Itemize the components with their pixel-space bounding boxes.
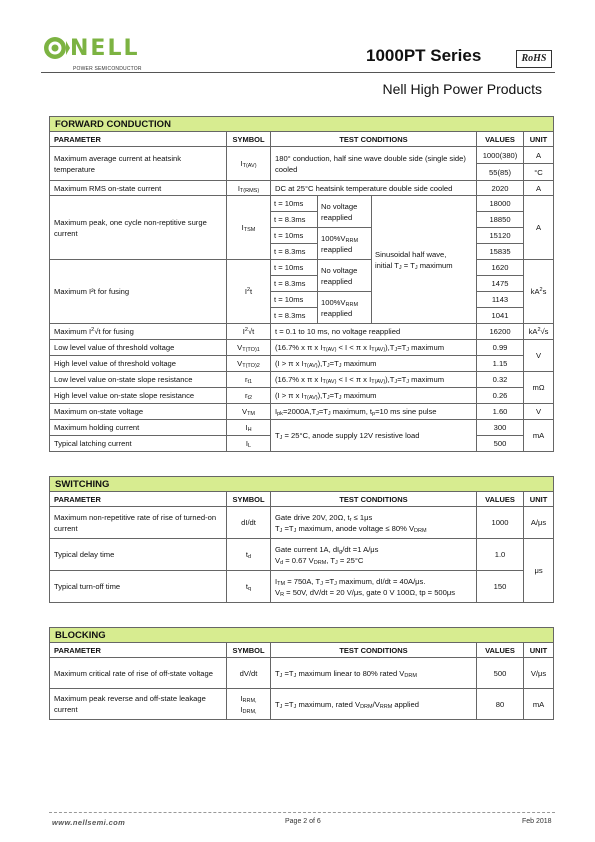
- fusing-100pct-vrrm: $100\%V_{RRM}$ reapplied: [318, 292, 372, 324]
- test-vto2: (I > π x $I_{T(AV)}),T_J=T_J$ maximum: [271, 356, 477, 372]
- col-test-sw: TEST CONDITIONS: [271, 492, 477, 507]
- value-td: 1.0: [477, 539, 524, 571]
- value-vto2: 1.15: [477, 356, 524, 372]
- col-values-sw: VALUES: [477, 492, 524, 507]
- param-vto2: High level value of threshold voltage: [50, 356, 227, 372]
- col-parameter-sw: PARAMETER: [50, 492, 227, 507]
- value-surge-3: 15120: [477, 228, 524, 244]
- symbol-ih: $I_H$: [227, 420, 271, 436]
- col-unit-bl: UNIT: [524, 643, 554, 658]
- value-surge-1: 18000: [477, 196, 524, 212]
- symbol-itsm: $I_{TSM}$: [227, 196, 271, 260]
- test-i2sqrt: t = 0.1 to 10 ms, no voltage reapplied: [271, 324, 477, 340]
- surge-100pct-vrrm: $100\%V_{RRM}$ reapplied: [318, 228, 372, 260]
- value-rt2: 0.26: [477, 388, 524, 404]
- symbol-tq: $t_q$: [227, 571, 271, 603]
- param-surge-current: Maximum peak, one cycle non-reptitive surge current: [50, 196, 227, 260]
- col-values-bl: VALUES: [477, 643, 524, 658]
- fusing-t-8ms: t = 8.3ms: [271, 276, 318, 292]
- param-il: Typical latching current: [50, 436, 227, 452]
- col-symbol-sw: SYMBOL: [227, 492, 271, 507]
- value-fusing-1: 1620: [477, 260, 524, 276]
- unit-dvdt: V/μs: [524, 658, 554, 689]
- fusing-t-10ms: t = 10ms: [271, 260, 318, 276]
- series-title: 1000PT Series: [366, 46, 482, 65]
- test-rms-current: DC at 25°C heatsink temperature double side cooled: [271, 181, 477, 196]
- surge-t-10ms: t = 10ms: [271, 196, 318, 212]
- test-avg-current: 180° conduction, half sine wave double side (single side) cooled: [271, 147, 477, 181]
- param-i2sqrt-fusing: Maximum $I^2√t$ for fusing: [50, 324, 227, 340]
- value-ih: 300: [477, 420, 524, 436]
- unit-heatsink-temp: °C: [524, 164, 554, 181]
- unit-rt: mΩ: [524, 372, 554, 404]
- test-ih-il: $T_J = 25^\circ C$, anode supply 12V resistive load: [271, 420, 477, 452]
- rohs-badge: RoHS: [516, 50, 552, 68]
- surge-t-8ms: t = 8.3ms: [271, 212, 318, 228]
- unit-vtm: V: [524, 404, 554, 420]
- unit-td-tq: μs: [524, 539, 554, 603]
- unit-rms-current: A: [524, 181, 554, 196]
- symbol-td: $t_d$: [227, 539, 271, 571]
- col-parameter-bl: PARAMETER: [50, 643, 227, 658]
- sinusoidal-note: Sinusoidal half wave, initial $T_J = T_J$ maximum: [372, 196, 477, 324]
- symbol-it-av: $I_{T(AV)}$: [227, 147, 271, 181]
- logo-wordmark: NELL: [70, 36, 140, 61]
- value-i2sqrt: 16200: [477, 324, 524, 340]
- symbol-vto1: $V_{T(TO)1}$: [227, 340, 271, 356]
- unit-vto: V: [524, 340, 554, 372]
- value-fusing-2: 1475: [477, 276, 524, 292]
- symbol-i2t: $I^2t$: [227, 260, 271, 324]
- symbol-vtm: $V_{TM}$: [227, 404, 271, 420]
- symbol-il: $I_L$: [227, 436, 271, 452]
- unit-avg-current: A: [524, 147, 554, 164]
- param-vto1: Low level value of threshold voltage: [50, 340, 227, 356]
- symbol-dvdt: dV/dt: [227, 658, 271, 689]
- value-fusing-3: 1143: [477, 292, 524, 308]
- value-fusing-4: 1041: [477, 308, 524, 324]
- value-didt: 1000: [477, 507, 524, 539]
- value-rt1: 0.32: [477, 372, 524, 388]
- value-rms-current: 2020: [477, 181, 524, 196]
- value-vto1: 0.99: [477, 340, 524, 356]
- symbol-didt: dI/dt: [227, 507, 271, 539]
- footer-date: Feb 2018: [522, 818, 552, 825]
- header-divider: [41, 72, 555, 73]
- fusing-no-voltage: No voltage reapplied: [318, 260, 372, 292]
- value-avg-current: 1000(380): [477, 147, 524, 164]
- blocking-table: [49, 627, 554, 720]
- symbol-i2sqrt: $I^2√t$: [227, 324, 271, 340]
- param-leakage: Maximum peak reverse and off-state leakage current: [50, 689, 227, 720]
- section-title-blocking: BLOCKING: [50, 628, 554, 643]
- test-didt: Gate drive 20V, 20Ω, $t_r \le 1\mu s$ $T_J =T_J$ maximum, anode voltage ≤ 80% $V_{DRM}$: [271, 507, 477, 539]
- value-vtm: 1.60: [477, 404, 524, 420]
- param-rt2: High level value on-state slope resistance: [50, 388, 227, 404]
- forward-conduction-table: [49, 116, 554, 452]
- col-parameter: PARAMETER: [50, 132, 227, 147]
- param-tq: Typical turn-off time: [50, 571, 227, 603]
- footer-url: www.nellsemi.com: [52, 818, 126, 827]
- col-symbol-bl: SYMBOL: [227, 643, 271, 658]
- value-heatsink-temp: 55(85): [477, 164, 524, 181]
- surge-no-voltage: No voltage reapplied: [318, 196, 372, 228]
- surge-t-10ms-b: t = 10ms: [271, 228, 318, 244]
- col-unit-sw: UNIT: [524, 492, 554, 507]
- unit-i2sqrt: $kA^2√s$: [524, 324, 554, 340]
- section-title-forward: FORWARD CONDUCTION: [50, 117, 554, 132]
- test-rt1: (16.7% x π x $I_{T(AV)} < I < \pi$ x $I_{T(AV)}),T_J=T_J$ maximum: [271, 372, 477, 388]
- surge-t-8ms-b: t = 8.3ms: [271, 244, 318, 260]
- unit-leakage: mA: [524, 689, 554, 720]
- unit-surge: A: [524, 196, 554, 260]
- page-number: Page 2 of 6: [285, 818, 321, 825]
- value-leakage: 80: [477, 689, 524, 720]
- value-il: 500: [477, 436, 524, 452]
- col-symbol: SYMBOL: [227, 132, 271, 147]
- test-vto1: (16.7% x π x $I_{T(AV)} < I < \pi$ x $I_{T(AV)}),T_J=T_J$ maximum: [271, 340, 477, 356]
- unit-didt: A/μs: [524, 507, 554, 539]
- param-rt1: Low level value on-state slope resistance: [50, 372, 227, 388]
- symbol-irrm-idrm: $I_{RRM,}$ $I_{DRM,}$: [227, 689, 271, 720]
- col-test-bl: TEST CONDITIONS: [271, 643, 477, 658]
- test-rt2: (I > π x $I_{T(AV)}),T_J=T_J$ maximum: [271, 388, 477, 404]
- value-tq: 150: [477, 571, 524, 603]
- logo-subtitle: POWER SEMICONDUCTOR: [73, 66, 142, 72]
- value-surge-4: 15835: [477, 244, 524, 260]
- value-surge-2: 18850: [477, 212, 524, 228]
- test-dvdt: $T_J =T_J$ maximum linear to 80% rated $V_{DRM}$: [271, 658, 477, 689]
- symbol-it-rms: $I_{T(RMS)}$: [227, 181, 271, 196]
- symbol-rt2: $r_{t2}$: [227, 388, 271, 404]
- fusing-t-8ms-b: t = 8.3ms: [271, 308, 318, 324]
- param-didt: Maximum non-repetitive rate of rise of turned-on current: [50, 507, 227, 539]
- symbol-rt1: $r_{t1}$: [227, 372, 271, 388]
- param-rms-current: Maximum RMS on-state current: [50, 181, 227, 196]
- param-i2t-fusing: Maximum I²t for fusing: [50, 260, 227, 324]
- symbol-vto2: $V_{T(TO)2}$: [227, 356, 271, 372]
- unit-fusing: $kA^2s$: [524, 260, 554, 324]
- param-avg-current: Maximum average current at heatsink temperature: [50, 147, 227, 181]
- param-ih: Maximum holding current: [50, 420, 227, 436]
- col-test-conditions: TEST CONDITIONS: [271, 132, 477, 147]
- param-dvdt: Maximum critical rate of rise of off-state voltage: [50, 658, 227, 689]
- switching-table: [49, 476, 554, 603]
- value-dvdt: 500: [477, 658, 524, 689]
- col-unit: UNIT: [524, 132, 554, 147]
- test-vtm: $I_{pk}=2000A,T_J=T_J$ maximum, $t_p=10$ ms sine pulse: [271, 404, 477, 420]
- test-tq: $I_{TM} = 750A$, $T_J =T_J$ maximum, dI/dt = 40A/μs. $V_R = 50V$, dV/dt = 20 V/μs, gate 0 V 100Ω, tp = 500μs: [271, 571, 477, 603]
- fusing-t-10ms-b: t = 10ms: [271, 292, 318, 308]
- footer-divider: [49, 812, 555, 813]
- product-line: Nell High Power Products: [382, 81, 542, 97]
- param-vtm: Maximum on-state voltage: [50, 404, 227, 420]
- test-leakage: $T_J =T_J$ maximum, rated $V_{DRM}/V_{RRM}$ applied: [271, 689, 477, 720]
- param-td: Typical delay time: [50, 539, 227, 571]
- col-values: VALUES: [477, 132, 524, 147]
- section-title-switching: SWITCHING: [50, 477, 554, 492]
- unit-ih-il: mA: [524, 420, 554, 452]
- test-td: Gate current 1A, $dI_g/dt =1$ A/μs $V_d = 0.67$ $V_{DRM}$, $T_J = 25^\circ C$: [271, 539, 477, 571]
